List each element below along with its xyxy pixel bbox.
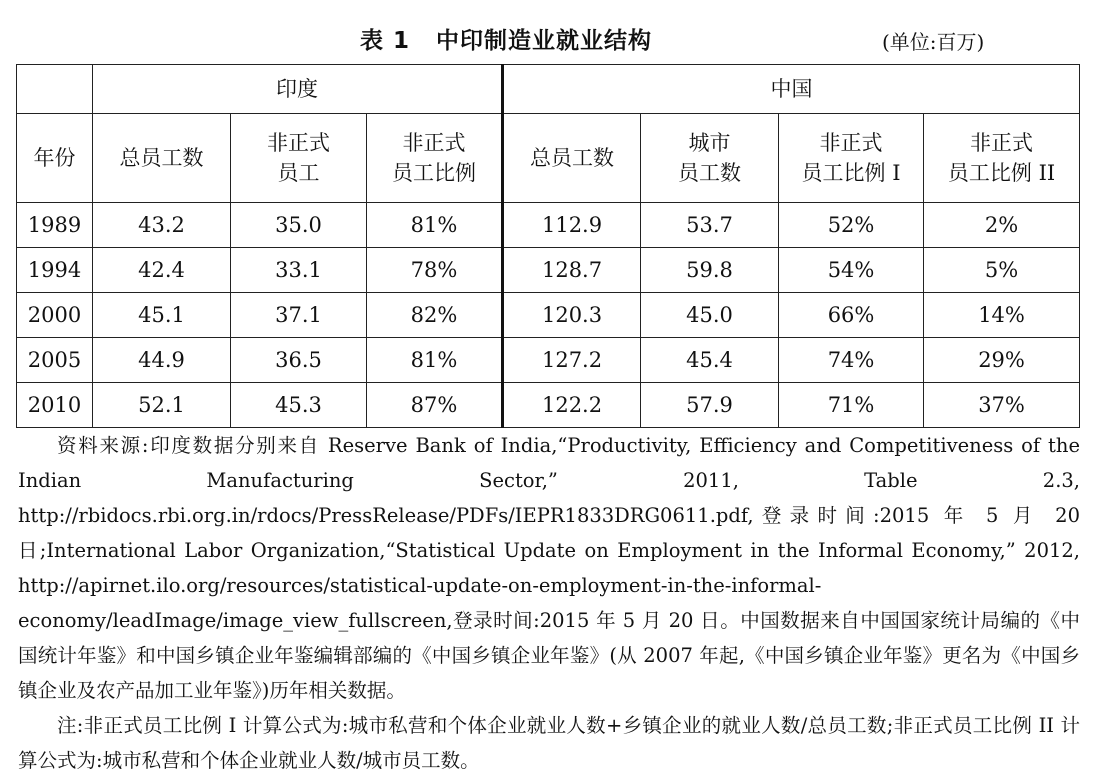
note-paragraph: 注:非正式员工比例 I 计算公式为:城市私营和个体企业就业人数+乡镇企业的就业人数/总员工数;非正式员工比例 II 计算公式为:城市私营和个体企业就业人数/城市员工数。 xyxy=(18,714,1080,772)
header-line: 员工比例 I xyxy=(801,161,901,185)
india-total-cell: 44.9 xyxy=(93,338,231,383)
empty-corner-cell xyxy=(17,65,93,114)
india-total-cell: 43.2 xyxy=(93,203,231,248)
group-header-row xyxy=(17,65,1080,114)
china-ratio1-header xyxy=(779,114,924,203)
header-line: 城市 xyxy=(688,131,731,155)
year-header: 年份 xyxy=(17,114,93,203)
china-urban-cell: 53.7 xyxy=(641,203,779,248)
india-ratio-cell: 78% xyxy=(367,248,503,293)
china-ratio1-cell: 71% xyxy=(779,383,924,428)
header-line: 员工 xyxy=(277,161,320,185)
china-ratio1-cell: 74% xyxy=(779,338,924,383)
table-row xyxy=(17,203,1080,248)
india-total-cell: 45.1 xyxy=(93,293,231,338)
header-line: 非正式 xyxy=(402,131,466,155)
source-paragraph: 资料来源:印度数据分别来自 Reserve Bank of India,“Productivity, Efficiency and Competitiveness of the Indian Manufacturing Sector,” 2011, Table 2.3, http://rbidocs.rbi.org.in/rdocs/PressRelease/PDFs/IEPR1833DRG0611.pdf,登录时间:2015 年 5 月 20 日;International Labor Organization,“Statistical Update on Employment in the Informal Economy,” 2012, http://apirnet.ilo.org/resources/statistical-update-on-employment-in-the-informal-economy/leadImage/image_view_fullscreen,登录时间:2015 年 5 月 20 日。中国数据来自中国国家统计局编的《中国统计年鉴》和中国乡镇企业年鉴编辑部编的《中国乡镇企业年鉴》(从 2007 年起,《中国乡镇企业年鉴》更名为《中国乡镇企业及农产品加工业年鉴》)历年相关数据。 xyxy=(18,434,1080,702)
table-title-text: 中印制造业就业结构 xyxy=(436,28,653,54)
china-urban-cell: 57.9 xyxy=(641,383,779,428)
china-urban-cell: 59.8 xyxy=(641,248,779,293)
india-total-cell: 42.4 xyxy=(93,248,231,293)
china-ratio2-cell: 14% xyxy=(924,293,1080,338)
table-row xyxy=(17,383,1080,428)
india-ratio-cell: 82% xyxy=(367,293,503,338)
china-ratio2-cell: 29% xyxy=(924,338,1080,383)
india-total-header: 总员工数 xyxy=(93,114,231,203)
china-ratio2-header xyxy=(924,114,1080,203)
table-number: 表 1 xyxy=(360,28,411,54)
india-informal-cell: 36.5 xyxy=(231,338,367,383)
year-cell: 2005 xyxy=(17,338,93,383)
title-row xyxy=(0,22,1099,62)
india-informal-cell: 33.1 xyxy=(231,248,367,293)
year-cell: 1994 xyxy=(17,248,93,293)
india-ratio-cell: 81% xyxy=(367,338,503,383)
china-ratio2-cell: 37% xyxy=(924,383,1080,428)
china-total-cell: 122.2 xyxy=(503,383,641,428)
table-row xyxy=(17,248,1080,293)
china-total-cell: 120.3 xyxy=(503,293,641,338)
china-urban-cell: 45.4 xyxy=(641,338,779,383)
unit-label: (单位:百万) xyxy=(882,30,985,54)
year-cell: 2000 xyxy=(17,293,93,338)
year-cell: 2010 xyxy=(17,383,93,428)
india-ratio-header xyxy=(367,114,503,203)
header-line: 员工数 xyxy=(678,161,742,185)
china-ratio1-cell: 52% xyxy=(779,203,924,248)
china-total-cell: 128.7 xyxy=(503,248,641,293)
year-cell: 1989 xyxy=(17,203,93,248)
india-group-header: 印度 xyxy=(93,65,503,114)
header-line: 员工比例 II xyxy=(947,161,1056,185)
china-ratio1-cell: 54% xyxy=(779,248,924,293)
header-line: 员工比例 xyxy=(392,161,477,185)
china-ratio1-cell: 66% xyxy=(779,293,924,338)
india-informal-cell: 37.1 xyxy=(231,293,367,338)
header-line: 非正式 xyxy=(970,131,1034,155)
column-header-row xyxy=(17,114,1080,203)
china-urban-header xyxy=(641,114,779,203)
china-ratio2-cell: 2% xyxy=(924,203,1080,248)
india-informal-cell: 45.3 xyxy=(231,383,367,428)
india-total-cell: 52.1 xyxy=(93,383,231,428)
india-informal-cell: 35.0 xyxy=(231,203,367,248)
china-total-header: 总员工数 xyxy=(503,114,641,203)
china-urban-cell: 45.0 xyxy=(641,293,779,338)
table-row xyxy=(17,293,1080,338)
table-title xyxy=(360,22,652,55)
notes-section xyxy=(18,428,1080,778)
table-row xyxy=(17,338,1080,383)
china-group-header: 中国 xyxy=(503,65,1080,114)
china-total-cell: 112.9 xyxy=(503,203,641,248)
header-line: 非正式 xyxy=(267,131,330,155)
china-ratio2-cell: 5% xyxy=(924,248,1080,293)
header-line: 非正式 xyxy=(819,131,883,155)
india-ratio-cell: 87% xyxy=(367,383,503,428)
india-informal-header xyxy=(231,114,367,203)
china-total-cell: 127.2 xyxy=(503,338,641,383)
employment-table xyxy=(16,64,1080,428)
india-ratio-cell: 81% xyxy=(367,203,503,248)
